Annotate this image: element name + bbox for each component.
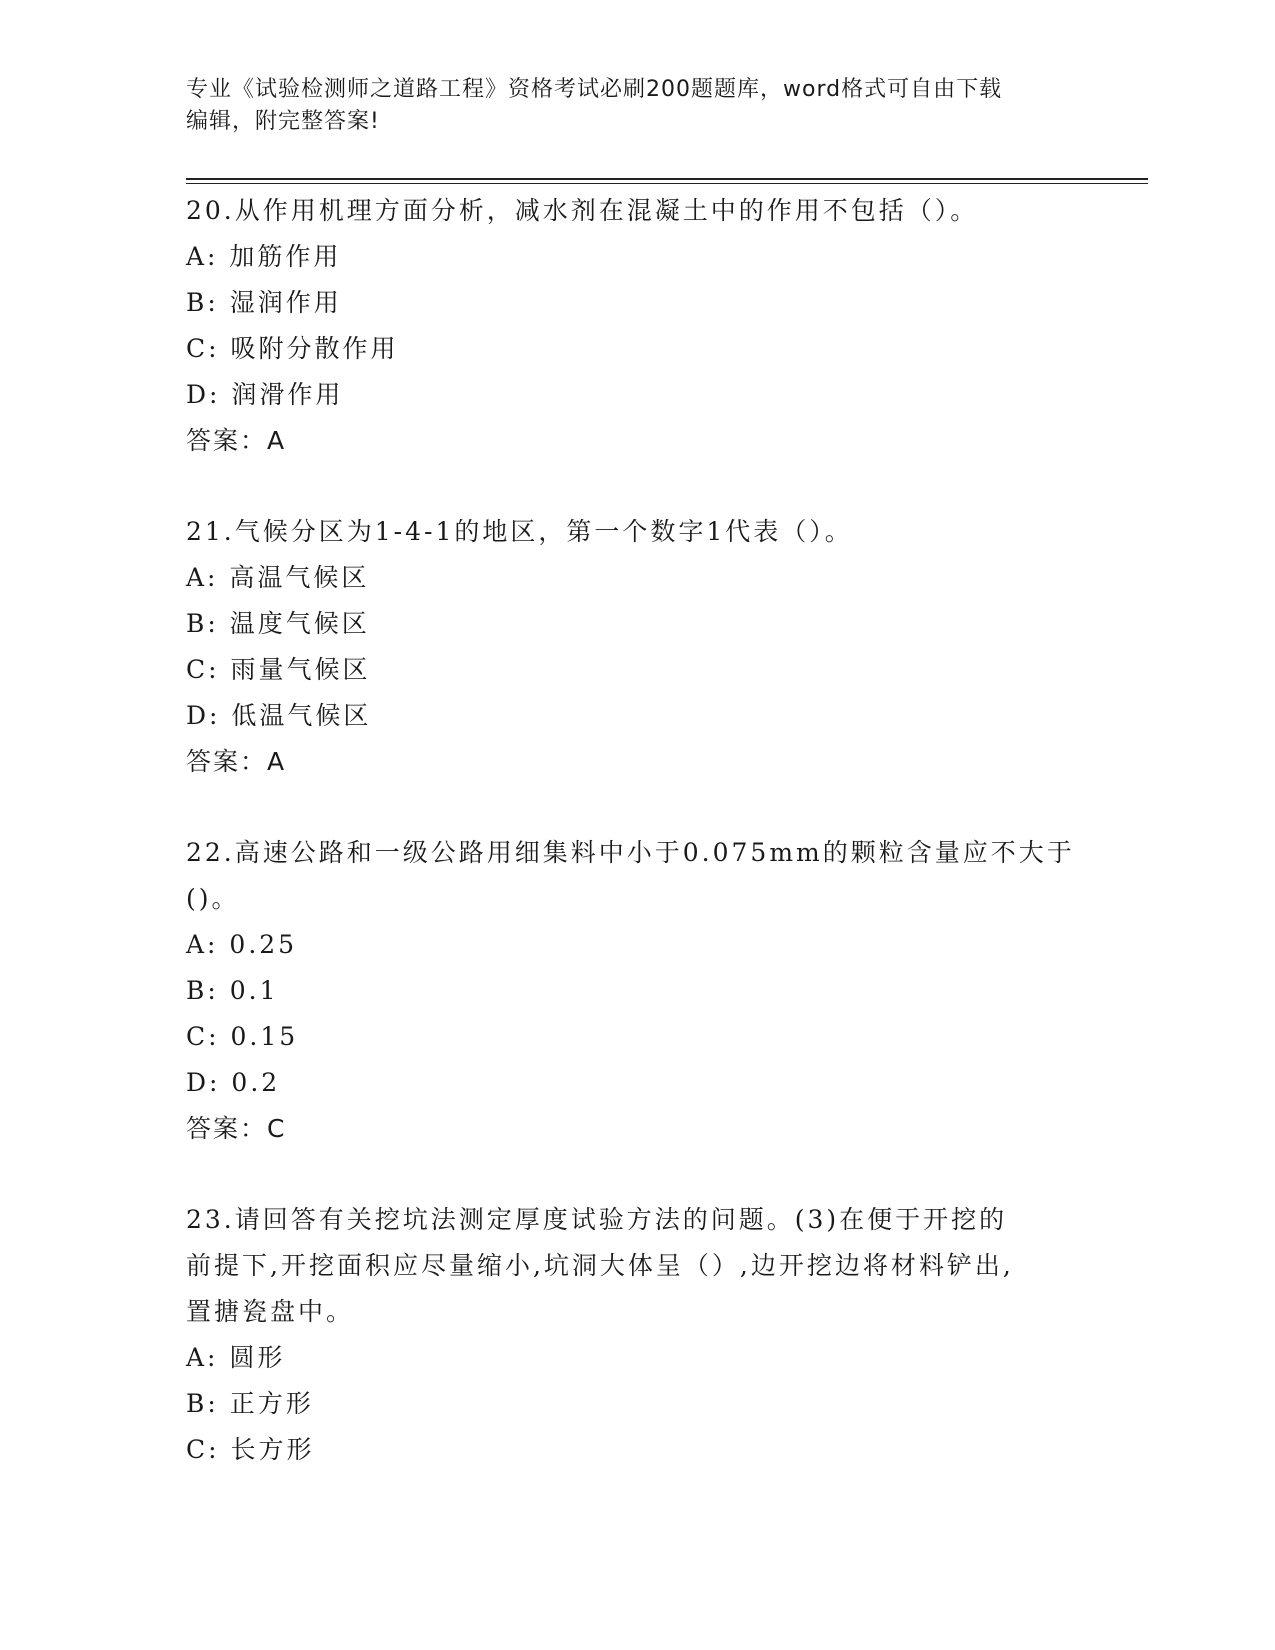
option-a: A: 0.25 [186, 930, 298, 959]
option-a: A: 加筋作用 [186, 242, 342, 271]
question-22 [186, 830, 1086, 1152]
option-b: B: 湿润作用 [186, 288, 342, 317]
question-stem-line-1: 23.请回答有关挖坑法测定厚度试验方法的问题。(3)在便于开挖的 [186, 1205, 1008, 1234]
header-line-2: 编辑，附完整答案! [186, 109, 380, 134]
option-d: D: 低温气候区 [186, 701, 372, 730]
answer-line: 答案：A [186, 426, 287, 455]
document-header [186, 74, 1066, 138]
answer-line: 答案：C [186, 1114, 287, 1143]
option-a: A: 圆形 [186, 1343, 286, 1372]
header-rule-thick [186, 178, 1148, 180]
question-stem: 20.从作用机理方面分析，减水剂在混凝土中的作用不包括（）。 [186, 196, 979, 225]
question-stem-line-2: ()。 [186, 884, 240, 913]
option-d: D: 润滑作用 [186, 380, 344, 409]
question-23 [186, 1197, 1086, 1473]
question-stem-line-3: 置搪瓷盘中。 [186, 1297, 355, 1326]
option-c: C: 长方形 [186, 1435, 315, 1464]
header-line-1: 专业《试验检测师之道路工程》资格考试必刷200题题库，word格式可自由下载 [186, 77, 1003, 102]
question-stem-line-1: 22.高速公路和一级公路用细集料中小于0.075mm的颗粒含量应不大于 [186, 838, 1075, 867]
header-rule-thin [186, 183, 1148, 184]
option-a: A: 高温气候区 [186, 563, 370, 592]
answer-line: 答案：A [186, 747, 287, 776]
question-21 [186, 509, 1086, 785]
option-c: C: 吸附分散作用 [186, 334, 399, 363]
option-b: B: 0.1 [186, 976, 279, 1005]
question-stem: 21.气候分区为1-4-1的地区，第一个数字1代表（）。 [186, 517, 853, 546]
question-list [186, 188, 1086, 1473]
option-b: B: 正方形 [186, 1389, 314, 1418]
option-d: D: 0.2 [186, 1068, 281, 1097]
question-stem-line-2: 前提下,开挖面积应尽量缩小,坑洞大体呈（）,边开挖边将材料铲出, [186, 1251, 1014, 1280]
option-c: C: 0.15 [186, 1022, 299, 1051]
option-b: B: 温度气候区 [186, 609, 370, 638]
question-20 [186, 188, 1086, 464]
option-c: C: 雨量气候区 [186, 655, 371, 684]
